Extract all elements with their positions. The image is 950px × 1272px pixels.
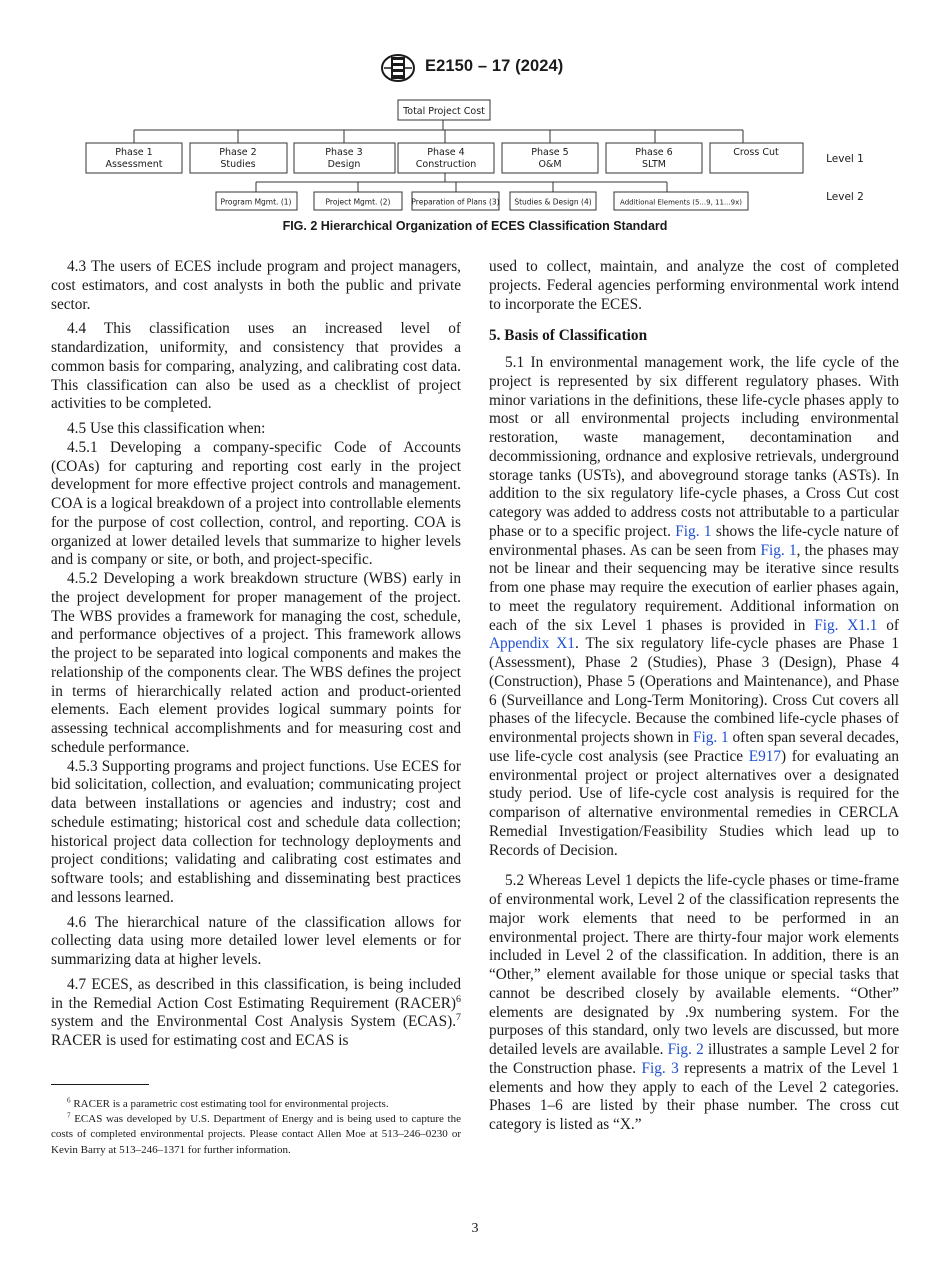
text-run: 5.1 In environmental management work, the life cycle of the project is represented by six different regulatory phases. With minor variations in the definitions, these life-cycle phases apply to most or all environmental projects including environmental restoration, waste management, decontamination and decommissioning, ordnance and explosive retrievals, underground storage tanks (USTs), and aboveground storage tanks (ASTs). In addition to the six regulatory life-cycle phases, a Cross Cut cost category was added to address costs not attributable to a particular phase or to a specific project. [489, 354, 899, 540]
footnote-mark: 7 [67, 1111, 71, 1120]
text-run: shows the life-cycle nature of environmental phases. As can be seen from [489, 522, 900, 559]
phase-label: Phase 3 [325, 147, 363, 158]
phase-sublabel: Studies [220, 159, 256, 170]
paragraph-4-5-2: 4.5.2 Developing a work breakdown structure (WBS) early in the project development for proper management of the project. The WBS provides a framework for managing the cost, schedule, and performance objectives of a project. This framework allows the project to be separated into logical components and makes the relationship of the components clear. The WBS defines the project in terms of hierarchically related action and product-oriented elements. Each element provides logical summary points for assessing technical accomplishments and for measuring cost and schedule performance. [51, 570, 461, 756]
text-run: 4.7 ECES, as described in this classification, is being included in the Remedial Action Cost Estimating Requirement (RACER) [51, 975, 461, 1012]
left-column [51, 258, 461, 1051]
level2-axis-label: Level 2 [826, 191, 864, 203]
text-run: ) for evaluating an environmental project or project alternatives over a designated study period. Use of life-cycle cost analysis is required for the comparison of alternative environmental remedies in CERCLA Remedial Investigation/Feasibility Studies which lead up to Records of Decision. [489, 747, 900, 859]
right-column [489, 258, 899, 1135]
phase-sublabel: Construction [415, 159, 477, 170]
phase-sublabel: Design [327, 159, 361, 170]
phase-sublabel: Assessment [105, 159, 163, 170]
text-run: , the phases may not be linear and their sequencing may be iterative since results from one phase may require the execution of earlier phases again, to meet the regulatory requirement. Additional information on each of the six Level 1 phases is provided in [489, 541, 899, 634]
footnote-divider [51, 1084, 149, 1085]
phase-label: Phase 6 [635, 147, 673, 158]
phase-sublabel: O&M [538, 159, 562, 170]
footnote-6 [51, 1097, 461, 1112]
figure-caption: FIG. 2 Hierarchical Organization of ECES Classification Standard [282, 219, 668, 233]
phase-label: Phase 5 [531, 147, 569, 158]
cross-cut-label: Cross Cut [733, 147, 779, 158]
footnote-text: ECAS was developed by U.S. Department of Energy and is being used to capture the costs of completed environmental projects. Please contact Allen Moe at 513–246–0230 or Kevin Barry at 513–246–1371 for further information. [51, 1113, 461, 1156]
section-heading: 5. Basis of Classification [489, 327, 648, 345]
text-run: . The six regulatory life-cycle phases are Phase 1 (Assessment), Phase 2 (Studies), Phase 3 (Design), Phase 4 (Construction), Phase 5 (Operations and Maintenance), and Phase 6 (Surveillance and Long-Term Monitoring). Cross Cut covers all phases of the lifecycle. Because the combined life-cycle phases of environmental projects shown in [489, 635, 900, 746]
footnotes [51, 1097, 461, 1158]
phase-label: Phase 2 [219, 147, 257, 158]
paragraph-5-1 [489, 354, 899, 860]
level2-label: Preparation of Plans (3) [411, 197, 500, 207]
paragraph-4-4: 4.4 This classification uses an increased level of standardization, uniformity, and consistency that provides a common basis for comparing, analyzing, and calibrating cost data. This classification can also be used as a checklist of project activities to be completed. [51, 320, 461, 413]
paragraph-4-5: 4.5 Use this classification when: [67, 420, 266, 437]
hierarchy-diagram [80, 96, 880, 214]
phase-sublabel: SLTM [641, 159, 667, 170]
footnote-ref-7[interactable]: 7 [456, 1012, 461, 1024]
text-run: represents a matrix of the Level 1 elements and how they apply to each of the Level 2 categories. Phases 1–6 are listed by their phase number. The cross cut category is listed as “X.” [489, 1059, 900, 1133]
paragraph-4-6: 4.6 The hierarchical nature of the classification allows for collecting data using more detailed lower level elements or for summarizing data at higher levels. [51, 913, 461, 968]
page-header [0, 50, 950, 86]
footnote-text: RACER is a parametric cost estimating tool for environmental projects. [70, 1098, 389, 1110]
level2-label: Additional Elements (5...9, 11...9x) [620, 198, 742, 207]
appendix-x1-link[interactable]: Appendix X1 [489, 635, 575, 653]
level1-axis-label: Level 1 [826, 153, 864, 165]
figure-1-link[interactable]: Fig. 1 [692, 729, 729, 746]
figure-x1-1-link[interactable]: Fig. X1.1 [814, 616, 878, 634]
text-run: of [877, 616, 899, 634]
level2-label: Program Mgmt. (1) [220, 197, 292, 207]
footnote-ref-6[interactable]: 6 [456, 993, 461, 1005]
root-label: Total Project Cost [403, 106, 485, 117]
hierarchy-figure [80, 96, 880, 214]
paragraph-4-5-3: 4.5.3 Supporting programs and project functions. Use ECES for bid solicitation, collection, and evaluation; communicating project data between installations or agencies and industry; cost and schedule estimating; historical cost and schedule data collection; historical project data collection for technology deployments and project conditions; validating and calibrating cost estimates and software tools; and establishing and disseminating best practices and lessons learned. [51, 757, 461, 906]
astm-logo-icon [380, 53, 416, 83]
figure-2-link[interactable]: Fig. 2 [667, 1041, 704, 1058]
text-run: system and the Environmental Cost Analysis System (ECAS). [51, 1013, 457, 1031]
footnote-7 [51, 1112, 461, 1158]
text-run: RACER is used for estimating cost and ECAS is [51, 1032, 349, 1049]
level2-label: Studies & Design (4) [514, 197, 592, 207]
footnote-mark: 6 [67, 1096, 71, 1105]
practice-e917-link[interactable]: E917 [748, 747, 782, 765]
standard-designation: E2150 – 17 (2024) [425, 57, 564, 75]
phase-label: Phase 1 [115, 147, 153, 158]
text-run: often span several decades, use life-cycle cost analysis (see Practice [489, 729, 900, 765]
paragraph-4-5-1: 4.5.1 Developing a company-specific Code of Accounts (COAs) for capturing and reporting cost early in the project development for more effective project controls and management. COA is a logical breakdown of a project into controllable elements for the purpose of cost collection, control, and reporting. COA is organized at lower detailed levels that summarize to higher levels and is company or site, or both, and project-specific. [51, 438, 461, 569]
phase-label: Phase 4 [427, 147, 465, 158]
figure-3-link[interactable]: Fig. 3 [641, 1059, 679, 1077]
level2-label: Project Mgmt. (2) [325, 197, 391, 207]
figure-1-link[interactable]: Fig. 1 [675, 522, 712, 540]
paragraph-4-7 [51, 976, 461, 1051]
paragraph-5-2 [489, 872, 899, 1135]
paragraph-4-7-continued: used to collect, maintain, and analyze the cost of completed projects. Federal agencies performing environmental work intend to incorporate the ECES. [489, 258, 899, 313]
paragraph-4-3: 4.3 The users of ECES include program and project managers, cost estimators, and cost analysts in both the public and private sector. [51, 258, 461, 313]
page-number: 3 [471, 1221, 479, 1236]
figure-1-link[interactable]: Fig. 1 [760, 541, 797, 559]
text-run: illustrates a sample Level 2 for the Construction phase. [489, 1041, 899, 1077]
text-run: 5.2 Whereas Level 1 depicts the life-cycle phases or time-frame of environmental work, Level 2 of the classification represents the major work elements that need to be performed in an environmental project. There are thirty-four major work elements included in Level 2 of the classification. In addition, there is an “Other,” element available for those unique or special tasks that cannot be described closely by available elements. “Other” elements are designated by .9x numbering system. For the purposes of this standard, only two levels are discussed, but more detailed levels are available. [489, 872, 899, 1058]
